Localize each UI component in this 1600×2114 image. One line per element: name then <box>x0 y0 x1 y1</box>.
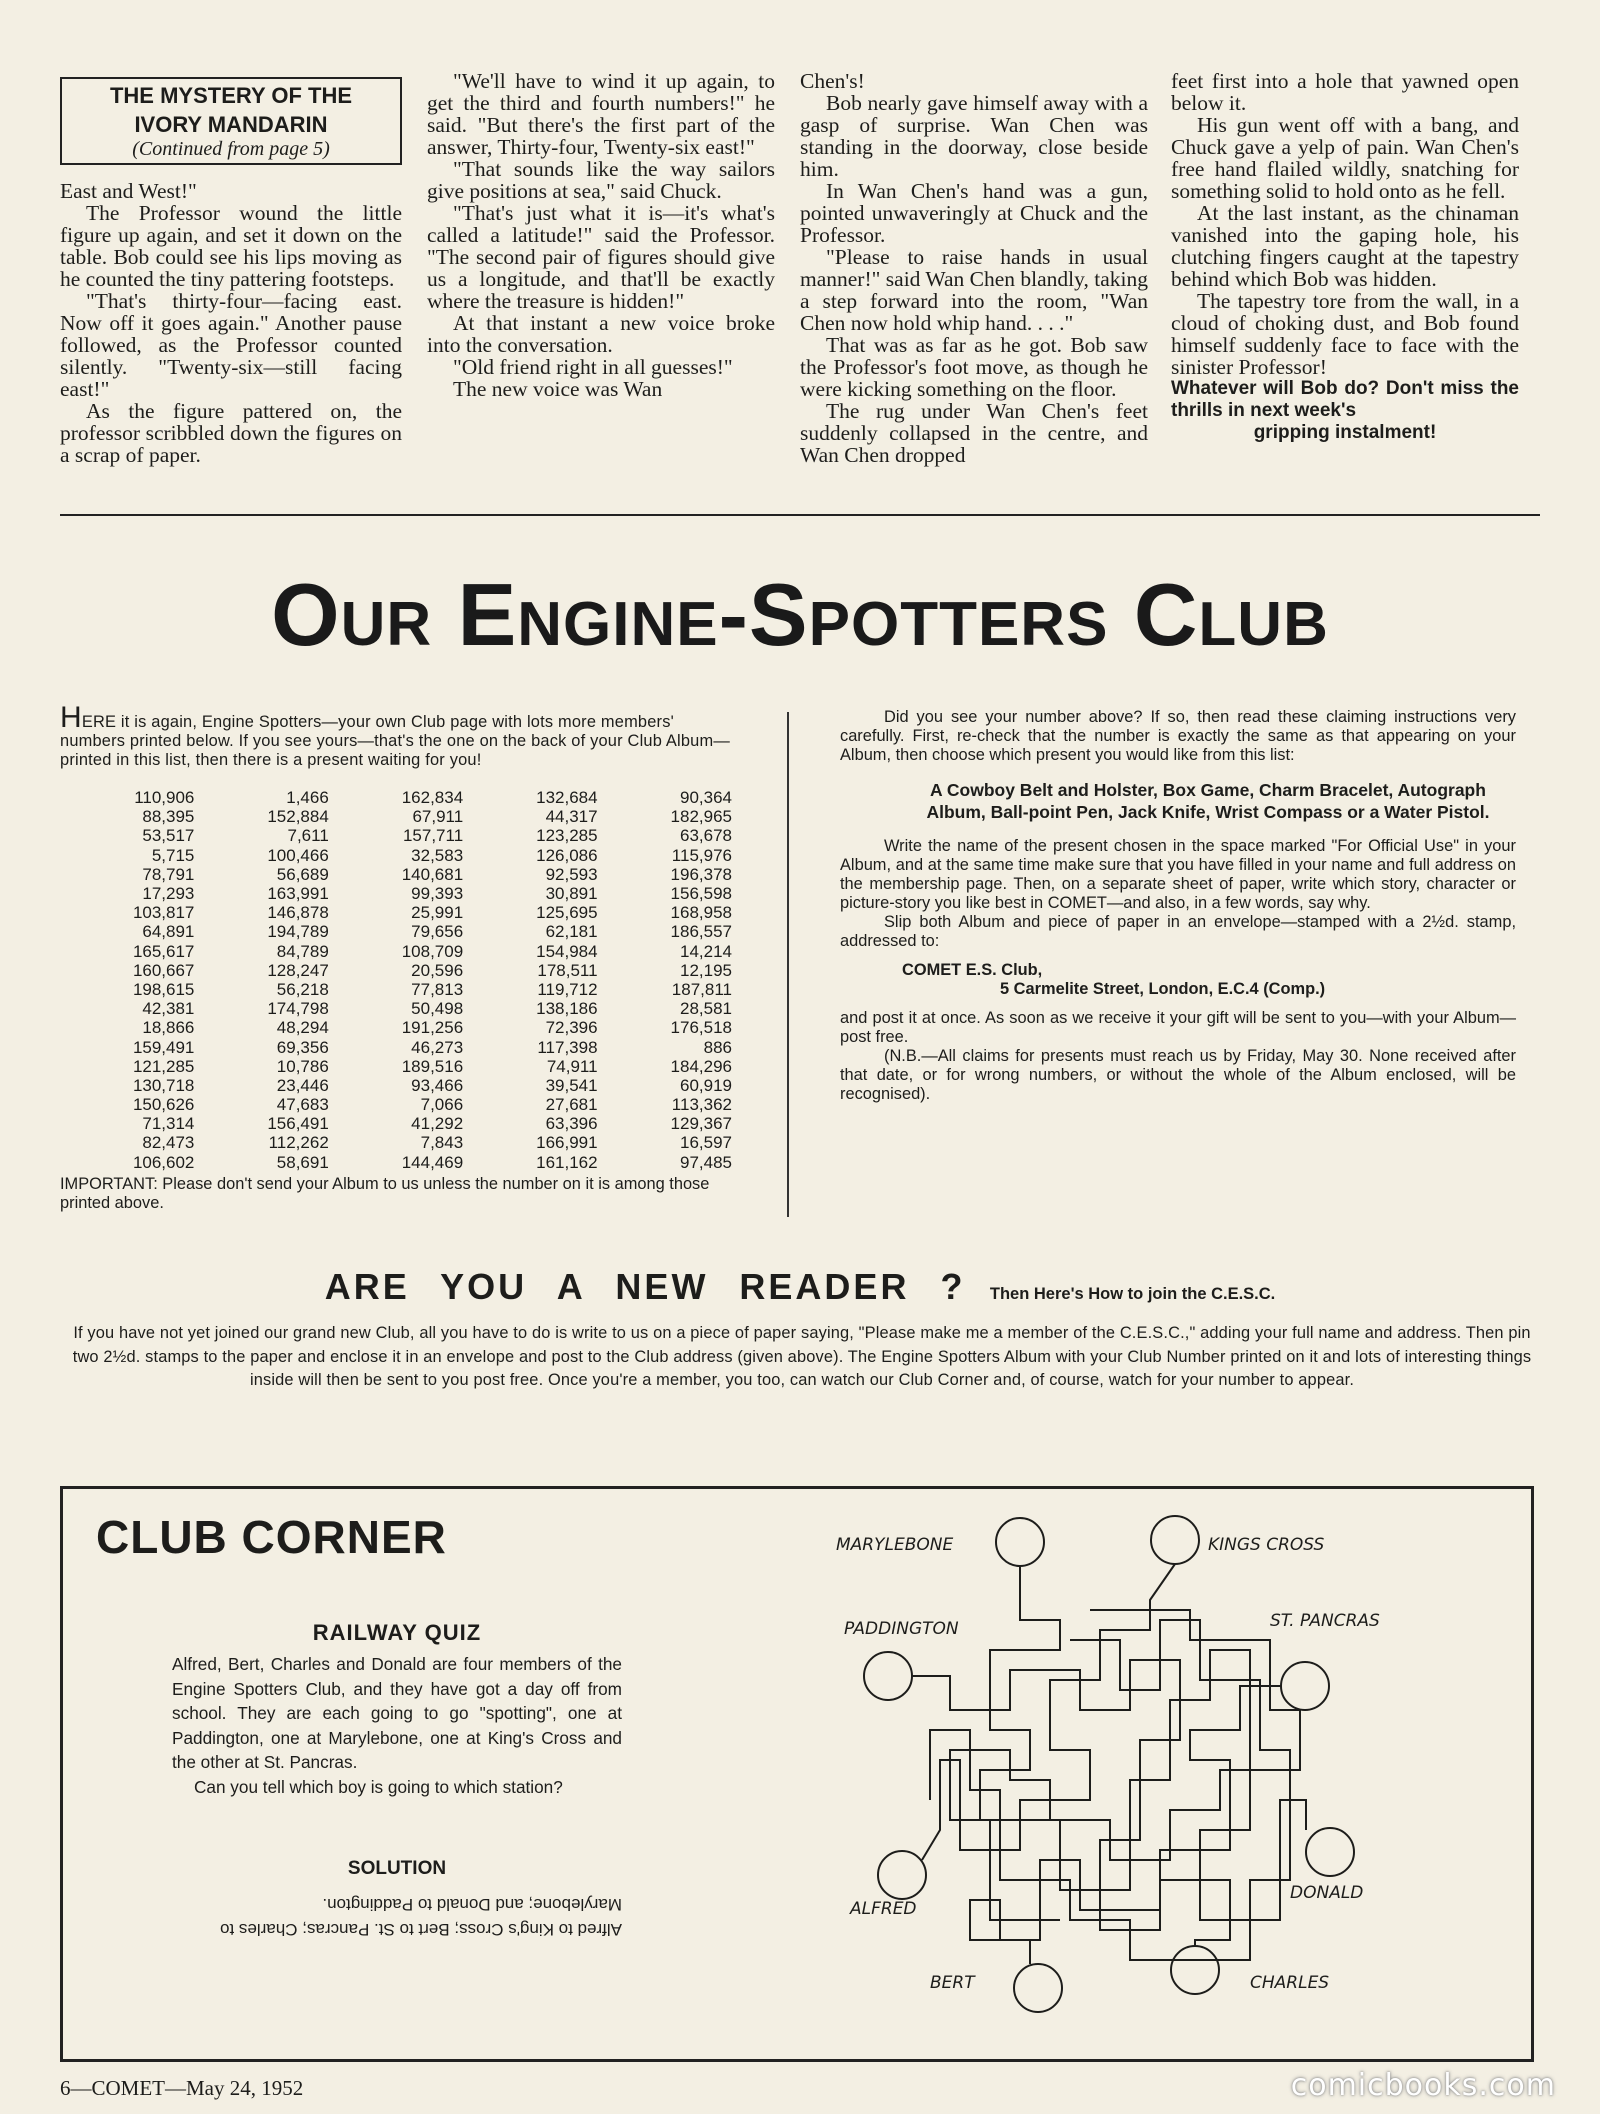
numbers-row <box>60 1133 732 1152</box>
quiz-title: RAILWAY QUIZ <box>312 1620 482 1645</box>
member-number: 25,991 <box>411 903 464 923</box>
member-number: 64,891 <box>142 922 195 942</box>
member-number: 117,398 <box>537 1037 598 1057</box>
page-footer: 6—COMET—May 24, 1952 <box>60 2076 304 2100</box>
club-corner-title: CLUB CORNER <box>96 1511 447 1563</box>
claim-instructions <box>840 708 1516 1104</box>
member-number: 74,911 <box>546 1056 598 1076</box>
quiz-text <box>172 1652 622 1800</box>
new-reader-heading <box>60 1266 1540 1308</box>
claim-paragraph: Slip both Album and piece of paper in an envelope—stamped with a 2½d. stamp, addressed to: <box>840 913 1516 950</box>
member-number: 198,615 <box>132 979 195 999</box>
member-number: 146,878 <box>267 903 329 923</box>
member-number: 72,396 <box>545 1018 598 1038</box>
join-instructions: If you have not yet joined our grand new Club, all you have to do is write to us on a piece of paper saying, "Please make me a member of the C.E.S.C.," adding your full name and address. Then pin two 2½d. stamps to the paper and enclose it in an envelope and post to the Club address (given above). The Engine Spotters Album with your Club Number printed on it and lots of interesting things inside will then be sent to you post free. Once you're a member, you too, can watch our Club Corner and, of course, watch for your number to appear. <box>72 1324 1532 1389</box>
member-number: 16,597 <box>680 1133 732 1153</box>
member-number: 121,285 <box>132 1056 195 1076</box>
member-number: 67,911 <box>412 807 464 827</box>
member-number: 119,712 <box>537 979 598 999</box>
member-number: 162,834 <box>401 788 464 808</box>
member-number: 82,473 <box>142 1133 195 1153</box>
story-title-line-2: IVORY MANDARIN <box>134 112 328 137</box>
member-number: 7,611 <box>287 826 329 846</box>
member-number: 14,214 <box>680 941 732 961</box>
member-number: 99,393 <box>411 884 464 904</box>
member-number: 159,491 <box>132 1037 195 1057</box>
member-number: 163,991 <box>267 884 329 904</box>
member-number: 191,256 <box>401 1018 464 1038</box>
member-number: 50,498 <box>411 999 464 1019</box>
member-number: 161,162 <box>536 1152 598 1172</box>
club-address-street: 5 Carmelite Street, London, E.C.4 (Comp.) <box>1000 980 1326 998</box>
member-number: 10,786 <box>276 1056 329 1076</box>
label-alfred: ALFRED <box>850 1899 917 1919</box>
member-number: 156,491 <box>267 1114 329 1134</box>
member-number: 110,906 <box>134 788 195 808</box>
member-number: 182,965 <box>670 807 732 827</box>
member-number: 174,798 <box>267 999 329 1019</box>
member-number: 184,296 <box>670 1056 732 1076</box>
member-number: 97,485 <box>680 1152 732 1172</box>
numbers-row <box>60 826 732 845</box>
member-number: 157,711 <box>402 826 464 846</box>
gift-list: A Cowboy Belt and Holster, Box Game, Charm Bracelet, Autograph Album, Ball-point Pen, Jack Knife, Wrist Compass or a Water Pistol. <box>926 780 1490 822</box>
member-number: 123,285 <box>536 826 598 846</box>
member-number: 132,684 <box>536 788 598 808</box>
member-number: 12,195 <box>680 960 732 980</box>
member-number: 46,273 <box>411 1037 464 1057</box>
story-paragraph: "That's thirty-four—facing east. Now off it goes again." Another pause followed, as the Professor counted silently. "Twenty-six—still facing east!" <box>60 289 402 401</box>
claim-note: (N.B.—All claims for presents must reach us by Friday, May 30. None received after that date, or for wrong numbers, or without the whole of the Album enclosed, will be recognised). <box>840 1047 1516 1103</box>
member-number: 48,294 <box>276 1018 329 1038</box>
member-number: 28,581 <box>680 999 732 1019</box>
member-number: 63,678 <box>680 826 732 846</box>
story-paragraph: "That sounds like the way sailors give positions at sea," said Chuck. <box>427 157 775 203</box>
section-divider <box>60 514 1540 516</box>
numbers-row <box>60 922 732 941</box>
new-reader-subtitle: Then Here's How to join the C.E.S.C. <box>989 1285 1276 1303</box>
club-title: Our Engine-Spotters Club <box>271 565 1329 664</box>
member-number: 69,356 <box>276 1037 329 1057</box>
member-number: 5,715 <box>151 845 195 865</box>
member-number: 56,689 <box>276 864 329 884</box>
numbers-row <box>60 1153 732 1172</box>
member-number: 84,789 <box>276 941 329 961</box>
member-number: 44,317 <box>545 807 598 827</box>
member-number: 187,811 <box>671 979 732 999</box>
member-number: 125,695 <box>536 903 598 923</box>
story-column-4 <box>1171 70 1519 444</box>
label-st-pancras: ST. PANCRAS <box>1270 1611 1380 1631</box>
member-number: 186,557 <box>670 922 732 942</box>
story-paragraph: Bob nearly gave himself away with a gasp of surprise. Wan Chen was standing in the doorway, close beside him. <box>800 91 1148 181</box>
member-number: 165,617 <box>132 941 195 961</box>
column-divider <box>787 712 789 1217</box>
member-number: 93,466 <box>411 1075 464 1095</box>
member-number: 23,446 <box>276 1075 329 1095</box>
member-number: 194,789 <box>267 922 329 942</box>
story-column-1 <box>60 180 402 466</box>
solution-title: SOLUTION <box>347 1858 447 1879</box>
member-numbers-table <box>60 788 732 1172</box>
member-number: 79,656 <box>411 922 464 942</box>
member-number: 115,976 <box>671 845 732 865</box>
numbers-row <box>60 1018 732 1037</box>
member-number: 78,791 <box>142 864 195 884</box>
numbers-row <box>60 884 732 903</box>
member-number: 30,891 <box>545 884 598 904</box>
story-paragraph: The rug under Wan Chen's feet suddenly collapsed in the centre, and Wan Chen dropped <box>800 399 1148 467</box>
member-number: 56,218 <box>276 979 329 999</box>
watermark: comicbooks.com <box>1290 2068 1556 2103</box>
member-number: 71,314 <box>142 1114 195 1134</box>
numbers-row <box>60 1095 732 1114</box>
member-number: 129,367 <box>670 1114 732 1134</box>
claim-paragraph: and post it at once. As soon as we receive it your gift will be sent to you—with your Album—post free. <box>840 1009 1516 1046</box>
club-intro <box>60 701 732 770</box>
member-number: 140,681 <box>401 864 464 884</box>
story-paragraph: The Professor wound the little figure up again, and set it down on the table. Bob could see his lips moving as he counted the tiny pattering footsteps. <box>60 201 402 291</box>
claim-paragraph: Write the name of the present chosen in the space marked "For Official Use" in your Album, and at the same time make sure that you have filled in your name and full address on the membership page. Then, on a separate sheet of paper, write which story, character or picture-story you like best in COMET—and also, in a few words, say why. <box>840 837 1516 912</box>
numbers-row <box>60 788 732 807</box>
marylebone-circle <box>996 1518 1044 1566</box>
member-number: 88,395 <box>142 807 195 827</box>
charles-circle <box>1171 1946 1219 1994</box>
label-charles: CHARLES <box>1250 1973 1330 1993</box>
numbers-row <box>60 961 732 980</box>
story-paragraph: "That's just what it is—it's what's called a latitude!" said the Professor. "The second pair of figures should give us a longitude, and that'll be exactly where the treasure is hidden!" <box>427 201 775 313</box>
member-number: 128,247 <box>267 960 329 980</box>
story-title-line-1: THE MYSTERY OF THE <box>109 83 353 108</box>
label-kings-cross: KINGS CROSS <box>1208 1535 1325 1555</box>
member-number: 138,186 <box>536 999 598 1019</box>
member-number: 196,378 <box>670 864 732 884</box>
member-number: 113,362 <box>671 1095 732 1115</box>
numbers-row <box>60 1114 732 1133</box>
solution-upside-down: Alfred to King's Cross; Bert to St. Pancras; Charles to Marylebone; and Donald to Paddington. <box>220 1895 622 1939</box>
member-number: 103,817 <box>132 903 195 923</box>
member-number: 166,991 <box>536 1133 598 1153</box>
story-paragraph: In Wan Chen's hand was a gun, pointed unwaveringly at Chuck and the Professor. <box>800 179 1148 247</box>
story-paragraph: As the figure pattered on, the professor scribbled down the figures on a scrap of paper. <box>60 399 402 467</box>
member-number: 20,596 <box>411 960 464 980</box>
story-paragraph: At the last instant, as the chinaman vanished into the gaping hole, his clutching fingers caught at the tapestry behind which Bob was hidden. <box>1171 201 1519 291</box>
member-number: 7,066 <box>420 1095 464 1115</box>
member-number: 886 <box>703 1037 732 1057</box>
story-continued-note: (Continued from page 5) <box>132 138 330 160</box>
member-number: 108,709 <box>401 941 464 961</box>
club-address-name: COMET E.S. Club, <box>902 961 1043 979</box>
member-number: 154,984 <box>536 941 598 961</box>
claim-paragraph: Did you see your number above? If so, then read these claiming instructions very carefully. First, re-check that the number is exactly the same as that appearing on your Album, then choose which present you would like from this list: <box>840 708 1516 764</box>
numbers-row <box>60 1057 732 1076</box>
member-number: 7,843 <box>420 1133 464 1153</box>
story-column-2 <box>427 70 775 400</box>
new-reader-title: ARE YOU A NEW READER ? <box>324 1266 966 1307</box>
label-paddington: PADDINGTON <box>844 1619 959 1639</box>
label-donald: DONALD <box>1290 1883 1364 1903</box>
story-paragraph: His gun went off with a bang, and Chuck gave a yelp of pain. Wan Chen's free hand flailed wildly, snatching for something solid to hold onto as he fell. <box>1171 113 1519 203</box>
member-number: 63,396 <box>545 1114 598 1134</box>
story-paragraph: "Please to raise hands in usual manner!" said Wan Chen blandly, taking a step forward into the room, "Wan Chen now hold whip hand. . . ." <box>800 245 1148 335</box>
member-number: 144,469 <box>401 1152 464 1172</box>
member-number: 62,181 <box>545 922 598 942</box>
member-number: 178,511 <box>537 960 598 980</box>
story-column-3 <box>800 70 1148 466</box>
numbers-row <box>60 807 732 826</box>
member-number: 58,691 <box>276 1152 329 1172</box>
member-number: 126,086 <box>536 845 598 865</box>
member-number: 176,518 <box>670 1018 732 1038</box>
member-number: 27,681 <box>545 1095 598 1115</box>
story-paragraph: "We'll have to wind it up again, to get the third and fourth numbers!" he said. "But there's the first part of the answer, Thirty-four, Twenty-six east!" <box>427 69 775 159</box>
member-number: 150,626 <box>132 1095 195 1115</box>
member-number: 42,381 <box>142 999 195 1019</box>
member-number: 60,919 <box>680 1075 732 1095</box>
member-number: 152,884 <box>267 807 329 827</box>
member-number: 92,593 <box>545 864 598 884</box>
intro-dropcap: H <box>60 701 82 734</box>
story-cliffhanger-end: gripping instalment! <box>1253 422 1437 443</box>
alfred-circle <box>878 1851 926 1899</box>
member-number: 1,466 <box>286 788 329 808</box>
member-number: 90,364 <box>680 788 732 808</box>
numbers-row <box>60 1076 732 1095</box>
member-number: 106,602 <box>132 1152 195 1172</box>
story-paragraph: East and West!" <box>60 179 197 203</box>
member-number: 156,598 <box>670 884 732 904</box>
story-paragraph: feet first into a hole that yawned open below it. <box>1171 69 1519 115</box>
story-title-box <box>60 77 402 165</box>
member-number: 100,466 <box>267 845 329 865</box>
kings-cross-circle <box>1151 1516 1199 1564</box>
story-cliffhanger: Whatever will Bob do? Don't miss the thrills in next week's <box>1171 378 1519 421</box>
numbers-row <box>60 999 732 1018</box>
numbers-row <box>60 865 732 884</box>
member-number: 17,293 <box>142 884 195 904</box>
bert-circle <box>1014 1964 1062 2012</box>
numbers-row <box>60 903 732 922</box>
numbers-row <box>60 846 732 865</box>
member-number: 32,583 <box>411 845 464 865</box>
member-number: 77,813 <box>411 979 464 999</box>
story-paragraph: That was as far as he got. Bob saw the Professor's foot move, as though he were kicking something on the floor. <box>800 333 1148 401</box>
member-number: 130,718 <box>132 1075 195 1095</box>
story-paragraph: The new voice was Wan <box>453 377 663 401</box>
member-number: 47,683 <box>276 1095 329 1115</box>
numbers-row <box>60 942 732 961</box>
st-pancras-circle <box>1281 1662 1329 1710</box>
donald-circle <box>1306 1828 1354 1876</box>
member-number: 39,541 <box>545 1075 598 1095</box>
member-number: 168,958 <box>670 903 732 923</box>
member-number: 18,866 <box>142 1018 195 1038</box>
story-paragraph: At that instant a new voice broke into the conversation. <box>427 311 775 357</box>
story-paragraph: Chen's! <box>800 69 865 93</box>
member-number: 160,667 <box>132 960 195 980</box>
intro-text: ERE it is again, Engine Spotters—your own Club page with lots more members' numbers printed below. If you see yours—that's the one on the back of your Club Album—printed in this list, then there is a present waiting for you! <box>60 713 730 769</box>
label-bert: BERT <box>930 1973 975 1993</box>
maze-puzzle <box>830 1500 1450 2020</box>
story-paragraph: "Old friend right in all guesses!" <box>453 355 733 379</box>
numbers-row <box>60 1037 732 1056</box>
label-marylebone: MARYLEBONE <box>836 1535 954 1555</box>
quiz-question: Can you tell which boy is going to which station? <box>194 1776 563 1797</box>
numbers-row <box>60 980 732 999</box>
story-paragraph: The tapestry tore from the wall, in a cloud of choking dust, and Bob found himself suddenly face to face with the sinister Professor! <box>1171 289 1519 379</box>
important-note: IMPORTANT: Please don't send your Album to us unless the number on it is among those printed above. <box>60 1175 710 1212</box>
quiz-paragraph: Alfred, Bert, Charles and Donald are four members of the Engine Spotters Club, and they have got a day off from school. They are each going to go "spotting", one at Paddington, one at Marylebone, one at King's Cross and the other at St. Pancras. <box>172 1654 622 1773</box>
member-number: 189,516 <box>401 1056 464 1076</box>
member-number: 112,262 <box>268 1133 329 1153</box>
paddington-circle <box>864 1652 912 1700</box>
member-number: 41,292 <box>411 1114 464 1134</box>
member-number: 53,517 <box>142 826 195 846</box>
